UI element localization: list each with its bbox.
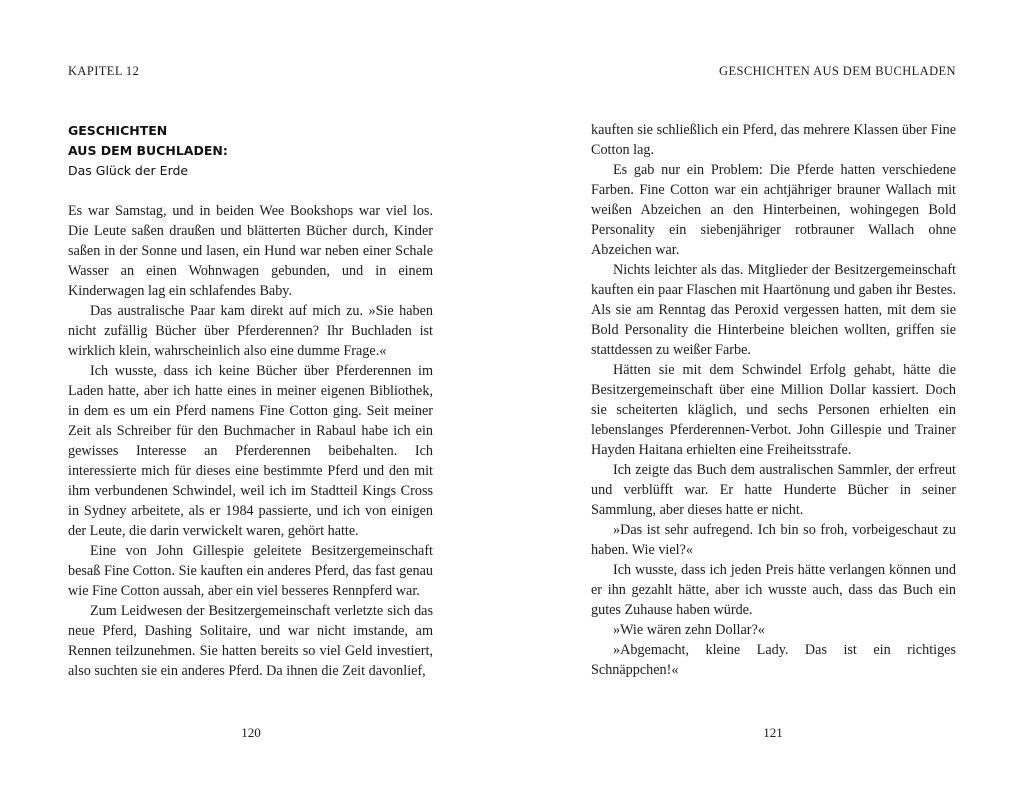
left-body-text [68,201,433,681]
paragraph: »Wie wären zehn Dollar?« [613,622,765,638]
paragraph: Ich wusste, dass ich keine Bücher über Pferderennen im Laden hatte, aber ich hatte eines in meiner eigenen Bibliothek, in dem es um ein Pferd namens Fine Cotton ging. Seit meiner Zeit als Schreiber für den Buchmacher in Rabaul habe ich ein gewisses Interesse an Pferderennen beibehalten. Ich interessierte mich für dieses eine bestimmte Pferd und den mit ihm verbundenen Schwindel, weil ich im Stadtteil Kings Cross in Sydney arbeitete, als er 1984 passierte, und ich von einigen der Leute, die darin verwickelt waren, gehört hatte. [68,363,433,539]
paragraph: Hätten sie mit dem Schwindel Erfolg gehabt, hätte die Besitzergemeinschaft über eine Million Dollar kassiert. Doch sie scheiterten kläglich, und sechs Personen erhielten ein lebenslanges Pferderennen-Verbot. John Gillespie und Trainer Hayden Haitana erhielten eine Freiheitsstrafe. [591,362,956,458]
paragraph: kauften sie schließlich ein Pferd, das mehrere Klassen über Fine Cotton lag. [591,122,956,158]
page-number-left: 120 [241,725,261,740]
chapter-title-line1: GESCHICHTEN [68,123,168,138]
right-page [512,0,1024,797]
paragraph: Eine von John Gillespie geleitete Besitzergemeinschaft besaß Fine Cotton. Sie kauften ein anderes Pferd, das fast genau wie Fine Cotton aussah, aber ein viel besseres Rennpferd war. [68,543,433,599]
page-number-right: 121 [763,725,783,740]
right-body-text [591,120,956,680]
paragraph: Ich wusste, dass ich jeden Preis hätte verlangen können und er ihn gezahlt hätte, aber ich wusste auch, dass das Buch ein gutes Zuhause haben würde. [591,562,956,618]
paragraph: Das australische Paar kam direkt auf mich zu. »Sie haben nicht zufällig Bücher über Pferderennen? Ihr Buchladen ist wirklich klein, wahrscheinlich also eine dumme Frage.« [68,303,433,359]
paragraph: »Abgemacht, kleine Lady. Das ist ein richtiges Schnäppchen!« [591,642,956,678]
paragraph: Zum Leidwesen der Besitzergemeinschaft verletzte sich das neue Pferd, Dashing Solitaire, und war nicht imstande, am Rennen teilzunehmen. Sie hatten bereits so viel Geld investiert, also suchten sie ein anderes Pferd. Da ihnen die Zeit davonlief, [68,603,433,679]
running-head-left: KAPITEL 12 [68,64,140,78]
paragraph: Ich zeigte das Buch dem australischen Sammler, der erfreut und verblüfft war. Er hatte Hunderte Bücher in seiner Sammlung, aber dieses hatte er nicht. [591,462,956,518]
paragraph: Es war Samstag, und in beiden Wee Bookshops war viel los. Die Leute saßen draußen und blätterten Bücher durch, Kinder saßen in der Sonne und lasen, ein Hund war neben einer Schale Wasser an einen Wohnwagen gebunden, und in einem Kinderwagen lag ein schlafendes Baby. [68,203,433,299]
running-head-right: GESCHICHTEN AUS DEM BUCHLADEN [719,64,956,78]
chapter-subtitle: Das Glück der Erde [68,163,189,178]
chapter-title-line2: AUS DEM BUCHLADEN: [68,143,228,158]
paragraph: Es gab nur ein Problem: Die Pferde hatten verschiedene Farben. Fine Cotton war ein achtjähriger brauner Wallach mit weißen Abzeichen an den Hinterbeinen, wohingegen Bold Personality ein siebenjähriger rotbrauner Wallach ohne Abzeichen war. [591,162,956,258]
paragraph: Nichts leichter als das. Mitglieder der Besitzergemeinschaft kauften ein paar Flaschen mit Haartönung und gaben ihr Bestes. Als sie am Renntag das Peroxid vergessen hatten, mit dem sie Bold Personality die Hinterbeine bleichen wollten, griffen sie stattdessen zu weißer Farbe. [591,262,956,358]
chapter-heading [68,121,228,181]
paragraph: »Das ist sehr aufregend. Ich bin so froh, vorbeigeschaut zu haben. Wie viel?« [591,522,956,558]
